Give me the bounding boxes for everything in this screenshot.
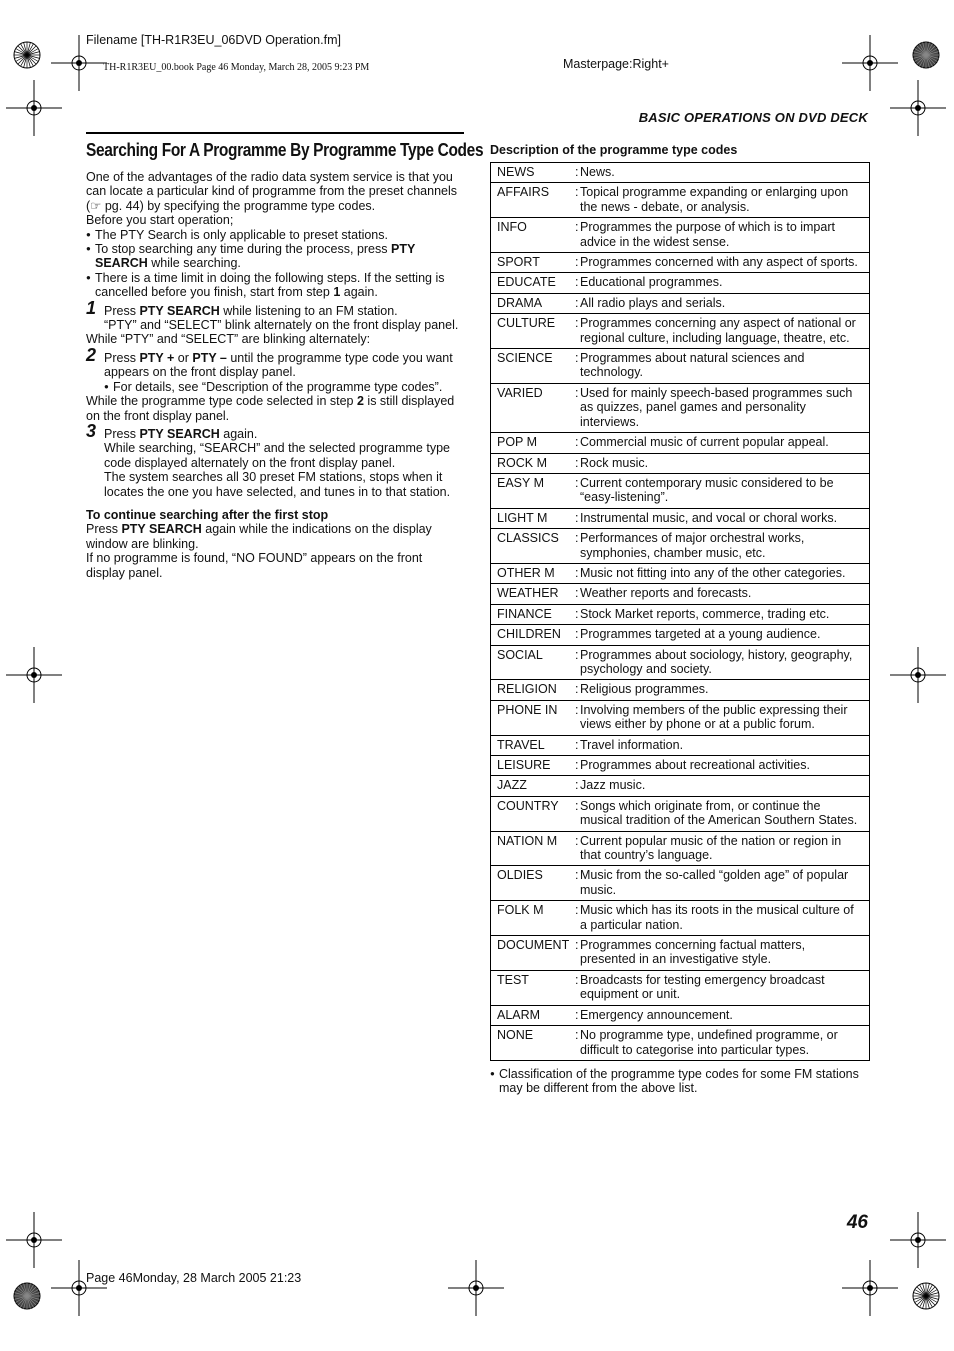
while-text-2: While the programme type code selected in step 2 is still displayed on the front display panel. <box>86 394 455 423</box>
colon-separator: : <box>575 1028 579 1043</box>
while-text-1: While “PTY” and “SELECT” are blinking alternately: <box>86 332 371 347</box>
programme-description-cell <box>575 645 869 680</box>
colon-separator: : <box>575 798 579 813</box>
programme-description: Used for mainly speech-based programmes such as quizzes, panel games and personality interviews. <box>580 385 853 429</box>
registration-crosshair-icon <box>4 645 64 705</box>
step-3: 3 Press PTY SEARCH again. <box>86 420 258 441</box>
colon-separator: : <box>575 903 579 918</box>
colon-separator: : <box>575 275 579 290</box>
programme-description: Emergency announcement. <box>580 1007 733 1022</box>
table-row <box>491 314 869 349</box>
programme-description: Programmes concerned with any aspect of sports. <box>580 255 858 270</box>
table-row <box>491 453 869 473</box>
programme-code: LEISURE <box>491 756 575 776</box>
color-target-icon <box>911 40 941 70</box>
table-row <box>491 508 869 528</box>
programme-description: Performances of major orchestral works, symphonies, chamber music, etc. <box>580 531 805 560</box>
continue-heading: To continue searching after the first stop <box>86 507 329 522</box>
programme-code: PHONE IN <box>491 700 575 735</box>
continue-text: Press PTY SEARCH again while the indications on the display window are blinking. <box>86 522 432 551</box>
registration-crosshair-icon <box>888 645 948 705</box>
programme-code: ROCK M <box>491 453 575 473</box>
programme-description-cell <box>575 529 869 564</box>
table-row <box>491 831 869 866</box>
programme-code: EDUCATE <box>491 273 575 293</box>
programme-description: Travel information. <box>580 737 684 752</box>
programme-code: ALARM <box>491 1005 575 1025</box>
step-2-bullet-wrap <box>86 380 464 394</box>
table-row <box>491 529 869 564</box>
programme-description: Music not fitting into any of the other categories. <box>580 565 846 580</box>
step-number: 3 <box>86 420 97 441</box>
programme-description-cell <box>575 584 869 604</box>
step-number: 1 <box>86 297 97 318</box>
programme-code: VARIED <box>491 383 575 432</box>
programme-description: Jazz music. <box>580 778 646 793</box>
programme-description: Topical programme expanding or enlarging upon the news - debate, or analysis. <box>580 185 849 214</box>
programme-description-cell <box>575 218 869 253</box>
colon-separator: : <box>575 385 579 400</box>
step-2: 2 Press PTY + or PTY – until the programme type code you want appears on the front display panel. <box>86 344 453 380</box>
programme-description-cell <box>575 473 869 508</box>
programme-code: TEST <box>491 970 575 1005</box>
programme-description-cell <box>575 183 869 218</box>
colon-separator: : <box>575 737 579 752</box>
programme-description-cell <box>575 735 869 755</box>
colon-separator: : <box>575 682 579 697</box>
programme-code: NEWS <box>497 165 535 179</box>
colon-separator: : <box>575 778 579 793</box>
programme-code: POP M <box>491 433 575 453</box>
programme-description-cell <box>575 604 869 624</box>
colon-separator: : <box>575 702 579 717</box>
programme-code: JAZZ <box>491 776 575 796</box>
programme-description-cell <box>575 433 869 453</box>
table-row <box>491 970 869 1005</box>
programme-description: Music from the so-called “golden age” of popular music. <box>580 868 849 897</box>
table-row <box>491 349 869 384</box>
programme-description-cell <box>575 253 869 273</box>
colon-separator: : <box>575 565 579 580</box>
filename-label: Filename [TH-R1R3EU_06DVD Operation.fm] <box>86 33 341 47</box>
programme-code: INFO <box>491 218 575 253</box>
programme-description-cell <box>575 866 869 901</box>
programme-description: Weather reports and forecasts. <box>580 586 752 601</box>
colon-separator: : <box>575 531 579 546</box>
programme-description-cell <box>575 508 869 528</box>
table-row <box>491 936 869 971</box>
bullet-item: ● For details, see “Description of the programme type codes”. <box>104 380 464 394</box>
colon-separator: : <box>575 647 579 662</box>
registration-crosshair-icon <box>446 1258 506 1318</box>
programme-description: Broadcasts for testing emergency broadcast equipment or unit. <box>580 972 825 1002</box>
footer-line: Page 46Monday, 28 March 2005 21:23 <box>86 1271 302 1285</box>
programme-description-cell <box>575 349 869 384</box>
colon-separator: : <box>575 510 579 525</box>
programme-code: LIGHT M <box>491 508 575 528</box>
step-3-note: While searching, “SEARCH” and the selected programme type code displayed alternately on the front display panel. <box>104 441 450 470</box>
programme-code: CULTURE <box>491 314 575 349</box>
colon-separator: : <box>575 833 579 848</box>
colon-separator: : <box>575 435 579 450</box>
colon-separator: : <box>575 938 579 953</box>
registration-crosshair-icon <box>4 78 64 138</box>
bullet-item: ● The PTY Search is only applicable to preset stations. <box>86 228 464 242</box>
registration-crosshair-icon <box>888 78 948 138</box>
colon-separator: : <box>575 606 579 621</box>
programme-description: Programmes targeted at a young audience. <box>580 627 821 642</box>
colon-separator: : <box>575 972 579 987</box>
programme-code: OTHER M <box>491 563 575 583</box>
programme-code: SPORT <box>491 253 575 273</box>
color-target-icon <box>12 1281 42 1311</box>
programme-description: Programmes the purpose of which is to impart advice in the widest sense. <box>580 220 835 249</box>
table-row <box>491 604 869 624</box>
no-found-text: If no programme is found, “NO FOUND” appears on the front display panel. <box>86 551 423 580</box>
table-row <box>491 163 869 183</box>
colon-separator: : <box>575 316 579 331</box>
colon-separator: : <box>575 220 579 235</box>
table-row <box>491 473 869 508</box>
programme-code: OLDIES <box>491 866 575 901</box>
programme-description-cell <box>575 314 869 349</box>
programme-description: Programmes about sociology, history, geography, psychology and society. <box>580 647 853 676</box>
programme-code: NATION M <box>491 831 575 866</box>
colon-separator: : <box>575 868 579 883</box>
programme-description-cell <box>575 383 869 432</box>
table-row <box>491 218 869 253</box>
before-text: Before you start operation; <box>86 213 234 228</box>
programme-description: Music which has its roots in the musical culture of a particular nation. <box>580 903 854 932</box>
step-1-note: “PTY” and “SELECT” blink alternately on the front display panel. <box>104 318 459 333</box>
programme-code: AFFAIRS <box>491 183 575 218</box>
table-row <box>491 433 869 453</box>
programme-description: Programmes concerning factual matters, presented in an investigative style. <box>580 938 806 967</box>
programme-description-cell <box>575 625 869 645</box>
programme-description: Instrumental music, and vocal or choral works. <box>580 510 838 525</box>
table-row <box>491 293 869 313</box>
programme-code: WEATHER <box>491 584 575 604</box>
programme-description-cell <box>575 163 869 183</box>
colon-separator: : <box>575 586 579 601</box>
table-row <box>491 796 869 831</box>
programme-description: Programmes about recreational activities. <box>580 758 810 772</box>
colon-separator: : <box>575 165 579 179</box>
programme-code: FINANCE <box>491 604 575 624</box>
programme-code: CHILDREN <box>491 625 575 645</box>
table-row <box>491 901 869 936</box>
colon-separator: : <box>575 255 579 270</box>
table-row <box>491 700 869 735</box>
colon-separator: : <box>575 295 579 310</box>
programme-code: TRAVEL <box>491 735 575 755</box>
programme-description-cell <box>575 756 869 776</box>
programme-description-cell <box>575 563 869 583</box>
page-number: 46 <box>846 1212 868 1233</box>
registration-crosshair-icon <box>840 1258 900 1318</box>
programme-description: Stock Market reports, commerce, trading etc. <box>580 606 830 621</box>
colon-separator: : <box>575 1007 579 1022</box>
programme-code: NONE <box>491 1026 575 1060</box>
programme-description-cell <box>575 970 869 1005</box>
colon-separator: : <box>575 455 579 470</box>
book-info-line: TH-R1R3EU_00.book Page 46 Monday, March 28, 2005 9:23 PM <box>103 62 370 73</box>
programme-description-cell <box>575 831 869 866</box>
programme-description: News. <box>580 165 615 179</box>
programme-description: Current popular music of the nation or region in that country’s language. <box>580 833 842 863</box>
intro-paragraph: One of the advantages of the radio data system service is that you can locate a particular kind of programme from the preset channels (☞ pg. 44) by specifying the programme type codes. <box>86 170 458 213</box>
programme-description-cell <box>575 680 869 700</box>
colon-separator: : <box>575 627 579 642</box>
left-column <box>86 170 464 580</box>
table-row <box>491 253 869 273</box>
programme-description-cell <box>575 936 869 971</box>
table-row <box>491 183 869 218</box>
colon-separator: : <box>575 475 579 490</box>
programme-description-cell <box>575 1026 869 1060</box>
table-row <box>491 584 869 604</box>
colon-separator: : <box>575 351 579 366</box>
programme-code: COUNTRY <box>491 796 575 831</box>
table-row <box>491 756 869 776</box>
table-row <box>491 383 869 432</box>
colon-separator: : <box>575 758 579 772</box>
table-row <box>491 866 869 901</box>
bullet-item: ● There is a time limit in doing the following steps. If the setting is cancelled before you finish, start from step 1 again. <box>86 271 464 300</box>
step-1: 1 Press PTY SEARCH while listening to an FM station. <box>86 297 398 318</box>
programme-description: Current contemporary music considered to be “easy-listening”. <box>580 475 834 505</box>
programme-description-cell <box>575 796 869 831</box>
step-number: 2 <box>86 344 97 365</box>
programme-description: Programmes about natural sciences and technology. <box>580 351 805 380</box>
programme-code: SCIENCE <box>491 349 575 384</box>
programme-description: Religious programmes. <box>580 682 709 697</box>
table-row <box>491 645 869 680</box>
programme-description-cell <box>575 901 869 936</box>
programme-description-cell <box>575 700 869 735</box>
programme-description: Involving members of the public expressing their views either by phone or at a public forum. <box>580 702 848 732</box>
programme-type-table <box>490 162 870 1061</box>
programme-type-codes <box>491 163 869 1060</box>
programme-description: Rock music. <box>580 455 649 470</box>
programme-description: Educational programmes. <box>580 275 723 290</box>
color-target-icon <box>911 1281 941 1311</box>
registration-crosshair-icon <box>49 1258 109 1318</box>
programme-description-cell <box>575 293 869 313</box>
masterpage-label: Masterpage:Right+ <box>563 57 669 71</box>
programme-description: Songs which originate from, or continue the musical tradition of the American Southern States. <box>580 798 858 828</box>
title-rule <box>86 132 464 134</box>
table-row <box>491 776 869 796</box>
programme-code: DRAMA <box>491 293 575 313</box>
table-row <box>491 625 869 645</box>
table-row <box>491 563 869 583</box>
programme-description: No programme type, undefined programme, or difficult to categorise into particular types. <box>580 1028 838 1057</box>
bullet-item: ● To stop searching any time during the process, press PTY SEARCH while searching. <box>86 242 464 271</box>
programme-code: RELIGION <box>491 680 575 700</box>
programme-description-cell <box>575 453 869 473</box>
table-note: ● Classification of the programme type codes for some FM stations may be different from the above list. <box>490 1067 869 1096</box>
programme-description: All radio plays and serials. <box>580 295 726 310</box>
page-title: Searching For A Programme By Programme Type Codes <box>86 140 484 160</box>
table-title: Description of the programme type codes <box>490 143 738 157</box>
table-row <box>491 273 869 293</box>
programme-description: Programmes concerning any aspect of national or regional culture, including language, theatre, etc. <box>580 316 856 345</box>
programme-code: DOCUMENT <box>491 936 575 971</box>
programme-code: SOCIAL <box>491 645 575 680</box>
programme-code: CLASSICS <box>491 529 575 564</box>
table-row <box>491 735 869 755</box>
colon-separator: : <box>575 185 579 200</box>
table-row <box>491 1005 869 1025</box>
programme-code: FOLK M <box>491 901 575 936</box>
step-3-note: The system searches all 30 preset FM stations, stops when it locates the one you have selected, and tunes in to that station. <box>104 470 451 499</box>
color-target-icon <box>12 40 42 70</box>
table-row <box>491 1026 869 1060</box>
programme-description-cell <box>575 1005 869 1025</box>
programme-code: EASY M <box>491 473 575 508</box>
table-row <box>491 680 869 700</box>
programme-description-cell <box>575 273 869 293</box>
programme-description: Commercial music of current popular appeal. <box>580 435 829 450</box>
programme-description-cell <box>575 776 869 796</box>
section-heading: BASIC OPERATIONS ON DVD DECK <box>638 110 868 125</box>
